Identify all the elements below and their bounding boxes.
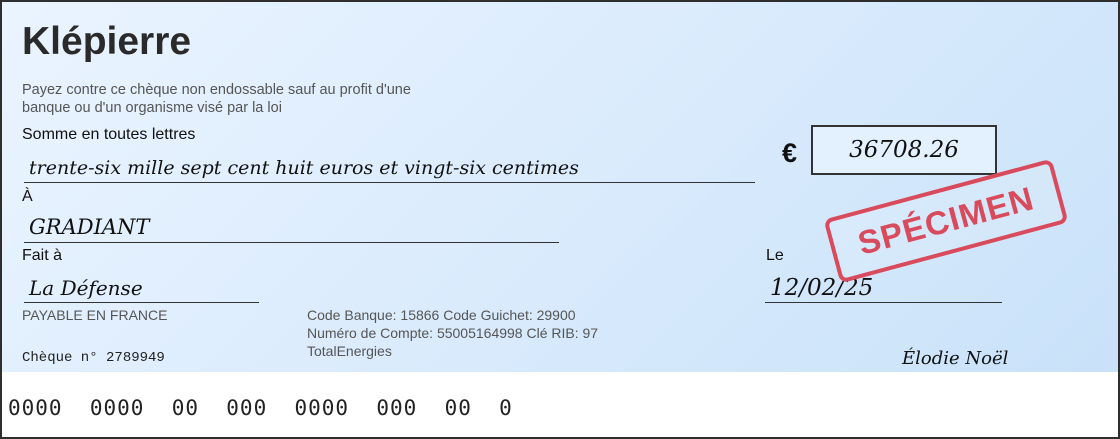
date-value: 12/02/25 xyxy=(765,274,1002,303)
amount-words-label: Somme en toutes lettres xyxy=(22,126,196,143)
bank-name: Klépierre xyxy=(22,20,192,63)
payee-label: À xyxy=(22,188,33,205)
payee-value: GRADIANT xyxy=(24,212,559,243)
payable-text: PAYABLE EN FRANCE xyxy=(22,307,168,323)
bank-codes xyxy=(307,306,598,360)
payment-instructions xyxy=(22,81,492,117)
micr-line: 0000 0000 00 000 0000 000 00 0 xyxy=(8,396,513,420)
amount-box xyxy=(811,125,997,175)
place-label: Fait à xyxy=(22,247,63,264)
specimen-stamp: SPÉCIMEN xyxy=(823,159,1068,284)
place-value: La Défense xyxy=(24,274,259,303)
amount-words-value: trente-six mille sept cent huit euros et vingt-six centimes xyxy=(24,154,755,183)
amount-value: 36708.26 xyxy=(849,137,959,163)
euro-icon: € xyxy=(782,138,798,168)
signature: Élodie Noël xyxy=(902,348,1009,369)
cheque-number: Chèque n° 2789949 xyxy=(22,350,165,366)
date-label: Le xyxy=(766,247,784,264)
instructions-line-2: banque ou d'un organisme visé par la loi xyxy=(22,100,282,116)
instructions-line-1: Payez contre ce chèque non endossable sauf au profit d'une xyxy=(22,82,411,98)
cheque-body xyxy=(2,2,1118,372)
bank-codes-line-2: Numéro de Compte: 55005164998 Clé RIB: 97 xyxy=(307,325,599,341)
bank-codes-line-3: TotalEnergies xyxy=(307,343,392,359)
bank-codes-line-1: Code Banque: 15866 Code Guichet: 29900 xyxy=(307,307,576,323)
